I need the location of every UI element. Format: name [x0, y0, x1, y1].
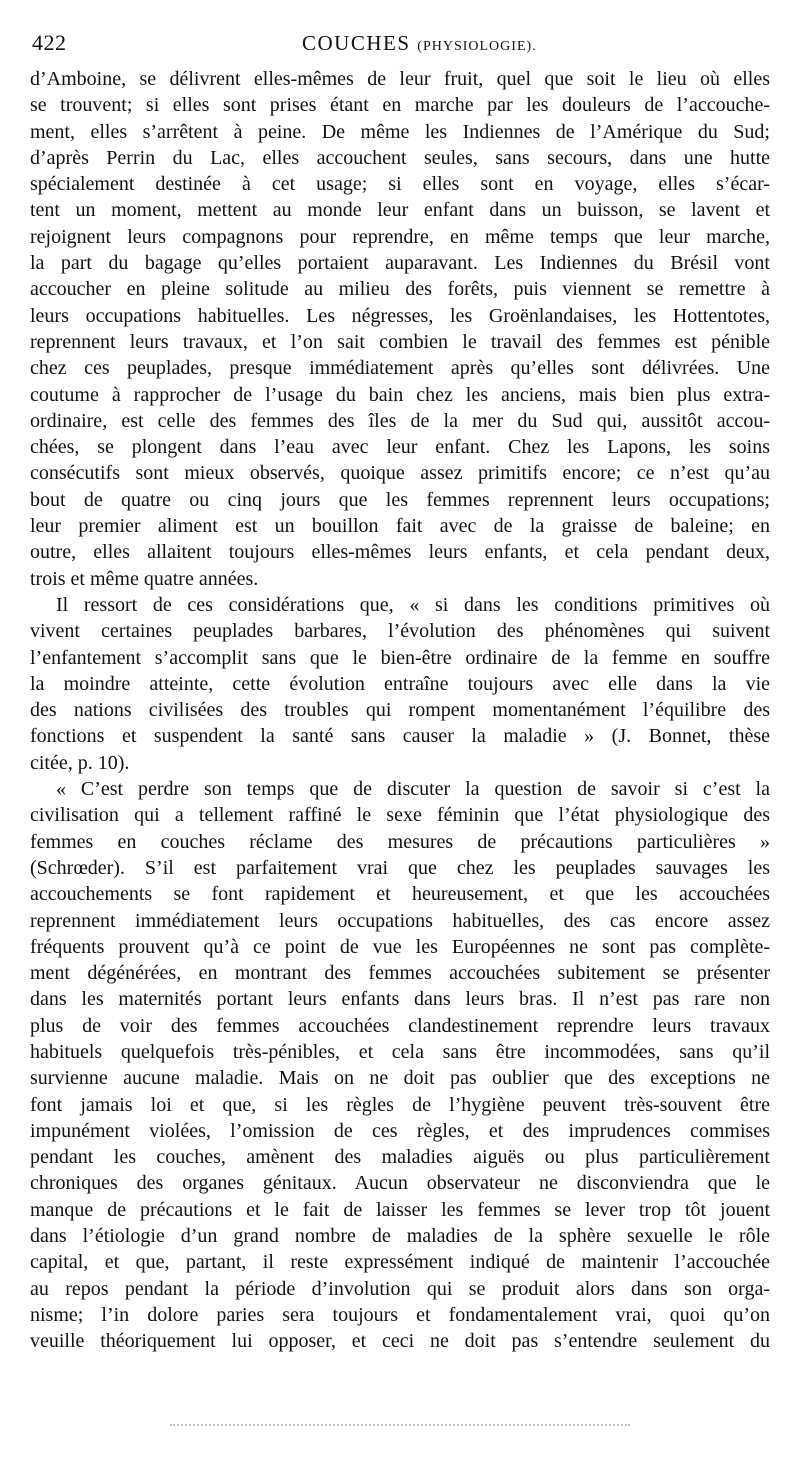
text-line: pendant les couches, amènent des maladies aiguës ou plus particulièrement — [30, 1146, 770, 1169]
text-line: au repos pendant la période d’involution qui se produit alors dans son orga- — [30, 1277, 770, 1300]
text-line: capital, et que, partant, il reste expressément indiqué de maintenir l’accouchée — [30, 1251, 770, 1274]
text-line: manque de précautions et le fait de laisser les femmes se lever trop tôt jouent — [30, 1198, 770, 1221]
text-line: l’enfantement s’accomplit sans que le bien-être ordinaire de la femme en souffre — [30, 646, 770, 669]
text-line: fonctions et suspendent la santé sans causer la maladie » (J. Bonnet, thèse — [30, 725, 770, 748]
text-line: citée, p. 10). — [30, 751, 130, 774]
text-line: d’Amboine, se délivrent elles-mêmes de leur fruit, quel que soit le lieu où elles — [30, 68, 770, 90]
text-line: plus de voir des femmes accouchées clandestinement reprendre leurs travaux — [30, 1014, 770, 1037]
page-number: 422 — [32, 30, 67, 55]
running-head-title: COUCHES — [302, 31, 411, 55]
text-line: civilisation qui a tellement raffiné le sexe féminin que l’état physiologique des — [30, 804, 770, 827]
text-line: chées, se plongent dans l’eau avec leur enfant. Chez les Lapons, les soins — [30, 436, 770, 459]
text-line: dans l’étiologie d’un grand nombre de maladies de la sphère sexuelle le rôle — [30, 1225, 770, 1248]
text-line: dans les maternités portant leurs enfants dans leurs bras. Il n’est pas rare non — [30, 988, 770, 1011]
text-line: reprennent immédiatement leurs occupations habituelles, des cas encore assez — [30, 909, 770, 932]
text-line: vivent certaines peuplades barbares, l’évolution des phénomènes qui suivent — [30, 620, 770, 643]
text-line: ment dégénérées, en montrant des femmes accouchées subitement se présenter — [30, 962, 770, 985]
text-line: reprennent leurs travaux, et l’on sait combien le travail des femmes est pénible — [30, 330, 770, 353]
text-line: « C’est perdre son temps que de discuter la question de savoir si c’est la — [56, 778, 770, 801]
text-line: chez ces peuplades, presque immédiatement après qu’elles sont délivrées. Une — [30, 357, 770, 380]
text-line: ment, elles s’arrêtent à peine. De même les Indiennes de l’Amérique du Sud; — [30, 120, 770, 143]
text-line: femmes en couches réclame des mesures de précautions particulières » — [30, 830, 770, 853]
text-line: outre, elles allaitent toujours elles-mêmes leurs enfants, et cela pendant deux, — [30, 541, 770, 564]
running-head — [302, 31, 537, 56]
text-line: spécialement destinée à cet usage; si elles sont en voyage, elles s’écar- — [30, 173, 770, 196]
text-line: chroniques des organes génitaux. Aucun observateur ne disconviendra que le — [30, 1172, 770, 1195]
text-line: accouchements se font rapidement et heureusement, et que les accouchées — [30, 883, 770, 906]
text-line: bout de quatre ou cinq jours que les femmes reprennent leurs occupations; — [30, 488, 770, 511]
body-text — [30, 66, 770, 1355]
text-line: se trouvent; si elles sont prises étant en marche par les douleurs de l’accouche- — [30, 94, 770, 117]
text-line: des nations civilisées des troubles qui rompent momentanément l’équilibre des — [30, 699, 770, 722]
text-line: accoucher en pleine solitude au milieu des forêts, puis viennent se remettre à — [30, 278, 770, 301]
text-line: ordinaire, est celle des femmes des îles de la mer du Sud qui, aussitôt accou- — [30, 409, 770, 432]
text-line: coutume à rapprocher de l’usage du bain chez les anciens, mais bien plus extra- — [30, 383, 770, 406]
page-header — [32, 30, 770, 58]
text-line: leurs occupations habituelles. Les négresses, les Groënlandaises, les Hottentotes, — [30, 304, 770, 327]
text-line: d’après Perrin du Lac, elles accouchent seules, sans secours, dans une hutte — [30, 146, 770, 169]
text-line: consécutifs sont mieux observés, quoique assez primitifs encore; ce n’est qu’au — [30, 462, 770, 485]
text-line: leur premier aliment est un bouillon fait avec de la graisse de baleine; en — [30, 515, 770, 538]
text-line: impunément violées, l’omission de ces règles, et des imprudences commises — [30, 1119, 770, 1142]
text-line: la moindre atteinte, cette évolution entraîne toujours avec elle dans la vie — [30, 672, 770, 695]
text-line: rejoignent leurs compagnons pour reprendre, en même temps que leur marche, — [30, 225, 770, 248]
text-line: nisme; l’in dolore paries sera toujours et fondamentalement vrai, quoi qu’on — [30, 1303, 770, 1326]
text-line: font jamais loi et que, si les règles de l’hygiène peuvent très-souvent être — [30, 1093, 770, 1116]
text-line: la part du bagage qu’elles portaient auparavant. Les Indiennes du Brésil vont — [30, 252, 770, 275]
text-line: (Schrœder). S’il est parfaitement vrai que chez les peuplades sauvages les — [30, 856, 770, 879]
text-line: veuille théoriquement lui opposer, et ceci ne doit pas s’entendre seulement du — [30, 1330, 770, 1353]
text-line: habituels quelquefois très-pénibles, et cela sans être incommodées, sans qu’il — [30, 1040, 770, 1063]
text-line: fréquents prouvent qu’à ce point de vue les Européennes ne sont pas complète- — [30, 935, 770, 958]
text-line: tent un moment, mettent au monde leur enfant dans un buisson, se lavent et — [30, 199, 770, 222]
text-line: trois et même quatre années. — [30, 567, 259, 590]
running-head-subtitle: (PHYSIOLOGIE). — [417, 39, 537, 54]
text-line: survienne aucune maladie. Mais on ne doit pas oublier que des exceptions ne — [30, 1067, 770, 1090]
footer-print-marks — [170, 1424, 630, 1430]
text-line: Il ressort de ces considérations que, « si dans les conditions primitives où — [56, 593, 770, 616]
